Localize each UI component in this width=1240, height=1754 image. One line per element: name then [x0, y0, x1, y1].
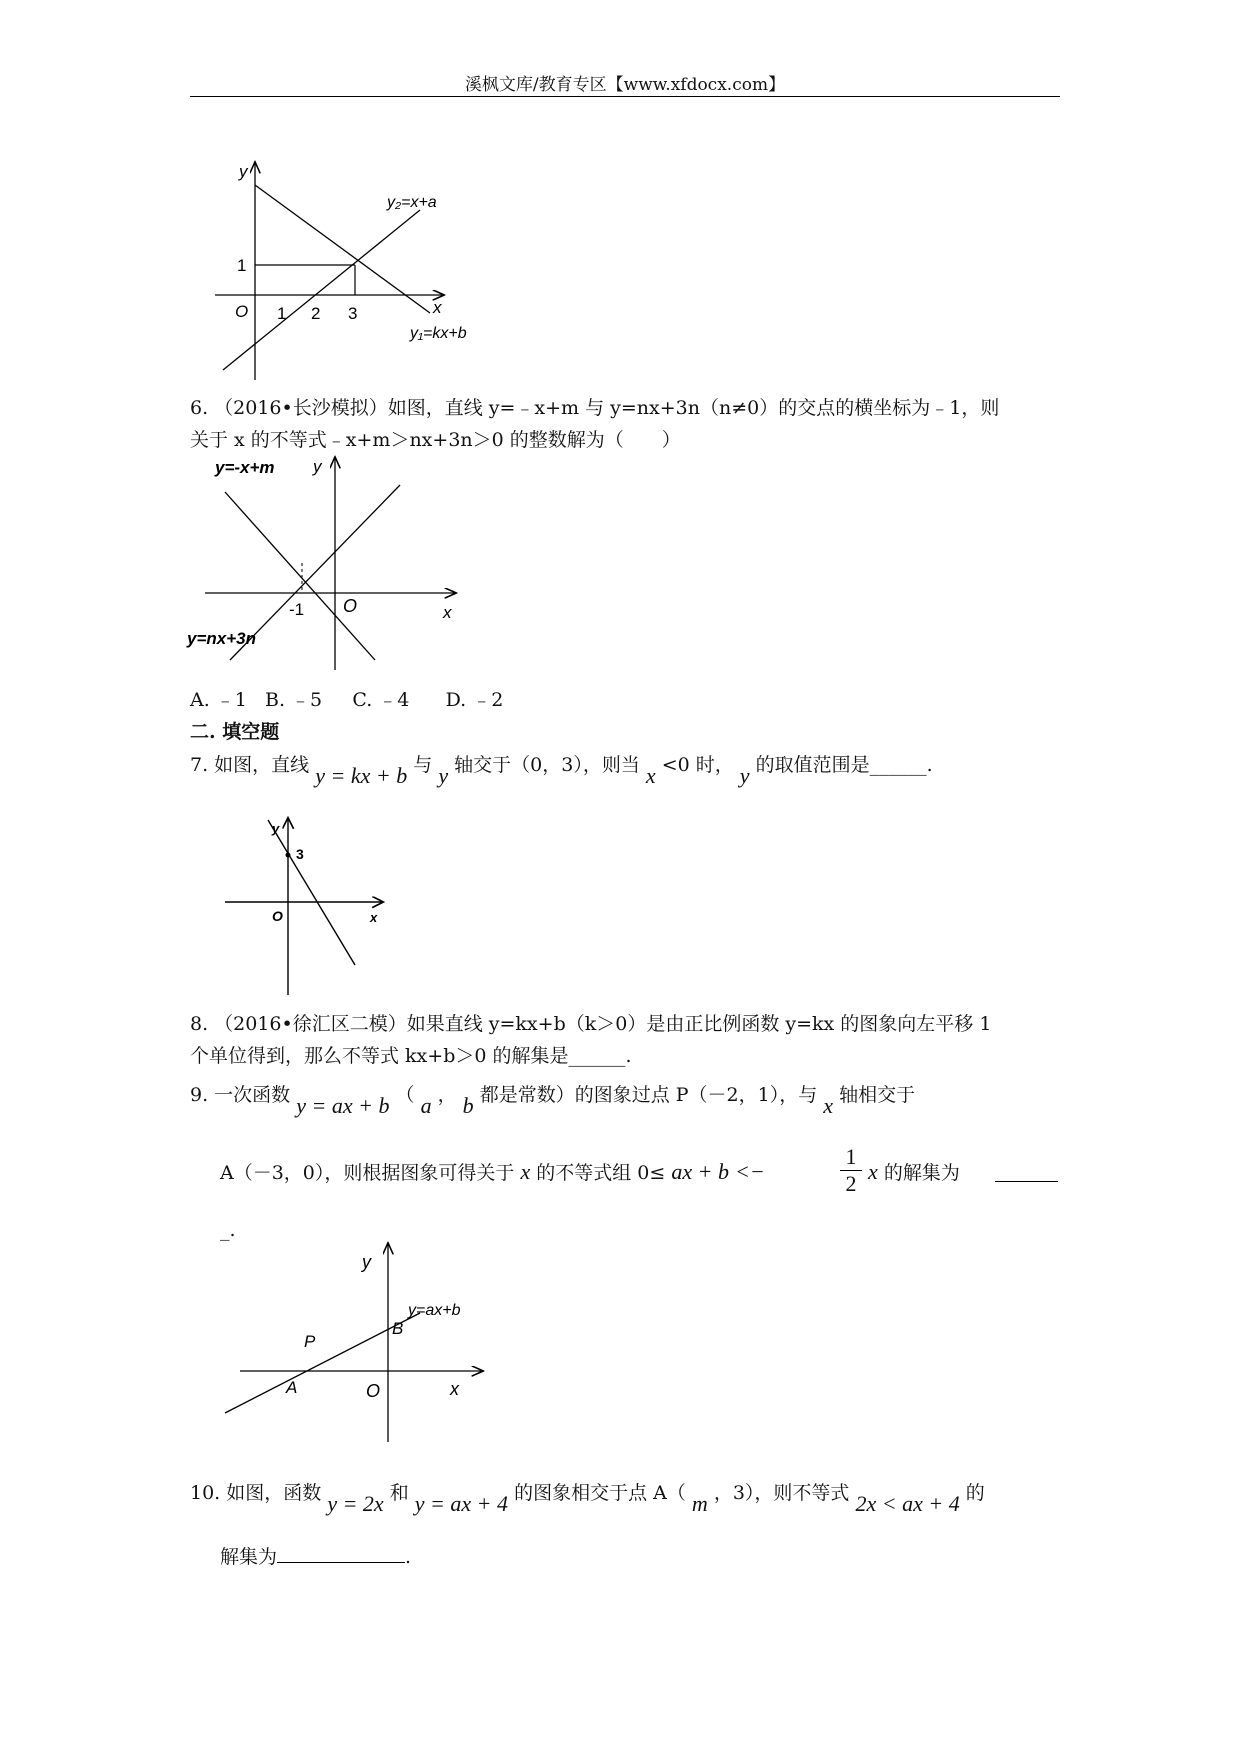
q10-text-3: 的图象相交于点 A（ [514, 1482, 686, 1504]
x-tick-2: 2 [311, 304, 321, 323]
x-label: x [370, 910, 378, 925]
q9-line2 [220, 1160, 765, 1185]
q9-l2-x2: x [868, 1159, 878, 1184]
q6-line2: 关于 x 的不等式﹣x+m＞nx+3n＞0 的整数解为（ ） [190, 429, 681, 451]
q9-line1 [190, 1082, 916, 1118]
q9-fraction [840, 1144, 862, 1197]
line-kx-plus-b [268, 820, 355, 965]
q7-text-4: <0 时， [661, 754, 734, 776]
q7-text-1: 7. 如图，直线 [190, 754, 310, 776]
q9-text-5: 轴相交于 [839, 1084, 916, 1106]
point-B-label: B [392, 1319, 404, 1338]
q9-eq-1: y = ax + b [296, 1093, 390, 1118]
q10-line2: 解集为 . [220, 1546, 412, 1568]
line-a-label: y=-x+m [215, 458, 275, 477]
page-header: 溪枫文库/教育专区【www.xfdocx.com】 [464, 75, 786, 95]
y-label: y [313, 457, 322, 476]
line-ax-plus-b [225, 1313, 420, 1413]
q8-line2: 个单位得到，那么不等式 kx+b＞0 的解集是______. [190, 1045, 632, 1067]
y-label: y [239, 162, 248, 181]
q9-frac-den: 2 [845, 1171, 857, 1196]
q7-eq-3: x [645, 763, 656, 788]
q9-l2-lt: <− [735, 1159, 765, 1184]
q9-eq-4: x [823, 1093, 834, 1118]
tick-neg1: -1 [289, 600, 305, 619]
q9-eq-2: a [420, 1093, 432, 1118]
line-b-label: y=nx+3n [187, 629, 256, 648]
q10-text-4: ，3），则不等式 [713, 1482, 850, 1504]
q10-answer-blank [277, 1544, 405, 1563]
q9-l2-g: 的解集为 [883, 1162, 960, 1184]
line-y2-label: y₂=x+a [387, 194, 437, 211]
origin-label: O [272, 908, 283, 924]
section-fill-blank: 二. 填空题 [190, 721, 280, 743]
q7-figure [220, 815, 400, 997]
q7-line [190, 752, 933, 788]
q8-line1: 8. （2016•徐汇区二模）如果直线 y=kx+b（k＞0）是由正比例函数 y=kx 的图象向左平移 1 [190, 1013, 992, 1035]
q9-text-3: ， [437, 1084, 457, 1106]
x-label: x [450, 1379, 459, 1399]
q10-eq-1: y = 2x [327, 1491, 384, 1516]
y-label: y [272, 821, 280, 836]
q9-line3: _. [220, 1219, 236, 1241]
q7-eq-2: y [438, 763, 449, 788]
origin-label: O [235, 302, 249, 321]
point-A-label: A [286, 1378, 298, 1397]
q9-l2-c: 的不等式组 0≤ [536, 1162, 666, 1184]
header-rule [190, 96, 1060, 97]
intercept-point [286, 853, 291, 858]
q9-answer-blank [995, 1181, 1058, 1182]
q10-eq-3: m [691, 1491, 708, 1516]
q6-options: A. ﹣1 B. ﹣5 C. ﹣4 D. ﹣2 [190, 689, 504, 711]
q9-line2-tail [868, 1160, 960, 1185]
x-label: x [433, 298, 442, 317]
x-tick-1: 1 [277, 304, 287, 323]
q6-figure [185, 450, 475, 672]
q10-l2-text: 解集为 [220, 1546, 278, 1568]
q5-figure [215, 155, 515, 380]
q10-eq-4: 2x < ax + 4 [855, 1491, 960, 1516]
q9-text-1: 9. 一次函数 [190, 1084, 291, 1106]
q9-l2-x: x [520, 1159, 531, 1184]
line-label: y=ax+b [408, 1302, 461, 1319]
origin-label: O [343, 596, 358, 616]
q7-text-3: 轴交于（0，3），则当 [454, 754, 640, 776]
q10-text-2: 和 [389, 1482, 409, 1504]
y-label: y [362, 1252, 371, 1272]
q9-text-2: （ [395, 1084, 415, 1106]
q9-l2-a: A（－3，0），则根据图象可得关于 [220, 1162, 515, 1184]
q10-text-1: 10. 如图，函数 [190, 1482, 322, 1504]
q10-eq-2: y = ax + 4 [414, 1491, 509, 1516]
q9-text-4: 都是常数）的图象过点 P（－2，1），与 [479, 1084, 818, 1106]
q9-figure [220, 1238, 500, 1443]
tick-3: 3 [296, 846, 304, 862]
x-label: x [443, 603, 452, 622]
y-tick: 1 [237, 256, 247, 275]
q9-l2-expr: ax + b [671, 1159, 729, 1184]
origin-label: O [366, 1381, 381, 1401]
x-tick-3: 3 [348, 304, 358, 323]
q9-frac-num: 1 [845, 1144, 857, 1169]
q7-text-2: 与 [413, 754, 433, 776]
q9-eq-3: b [462, 1093, 474, 1118]
q10-text-5: 的 [965, 1482, 985, 1504]
line-y1-label: y₁=kx+b [410, 325, 467, 342]
q7-eq-1: y = kx + b [315, 763, 408, 788]
q10-line1 [190, 1480, 985, 1516]
q6-line1: 6. （2016•长沙模拟）如图，直线 y=﹣x+m 与 y=nx+3n（n≠0）的交点的横坐标为﹣1，则 [190, 397, 1000, 419]
q7-eq-4: y [739, 763, 750, 788]
q7-text-5: 的取值范围是______. [755, 754, 933, 776]
point-P-label: P [304, 1332, 316, 1351]
